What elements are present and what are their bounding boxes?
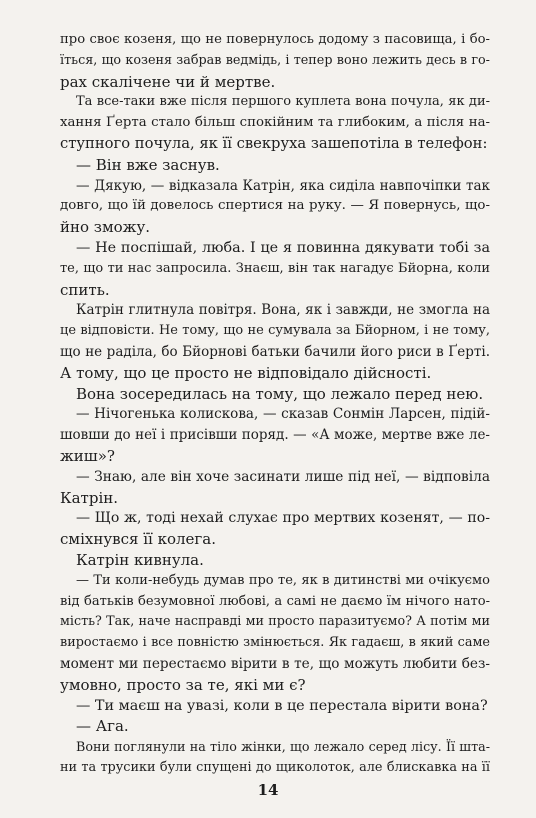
text-line: сміхнувся її колега. <box>60 530 216 549</box>
text-line: ступного почула, як її свекруха зашепотіла в телефон: <box>60 134 488 152</box>
text-line: мість? Так, наче насправді ми просто паразитуємо? А потім ми <box>60 614 490 630</box>
text-line: умовно, просто за те, які ми є? <box>60 675 306 694</box>
text-line: — Ти маєш на увазі, коли в це перестала вірити вона? <box>76 697 488 714</box>
text-line: виростаємо і все повністю змінюється. Як гадаєш, в який саме <box>60 635 490 651</box>
text-line: довго, що їй довелось спертися на руку. — Я повернусь, що- <box>60 198 490 214</box>
text-line: Катрін. <box>60 488 119 507</box>
text-line: — Нічогенька колискова, — сказав Сонмін Ларсен, підій- <box>76 406 490 423</box>
text-line: Катрін кивнула. <box>76 550 204 569</box>
text-line: спить. <box>60 280 110 299</box>
text-line: шовши до неї і присівши поряд. — «А може, мертве вже ле- <box>60 427 490 444</box>
text-line: що не раділа, бо Бйорнові батьки бачили його риси в Ґерті. <box>60 343 490 360</box>
text-line: — Що ж, тоді нехай слухає про мертвих козенят, — по- <box>76 510 490 527</box>
text-line: — Не поспішай, люба. І це я повинна дякувати тобі за <box>76 239 490 256</box>
text-line: йно зможу. <box>60 218 151 237</box>
text-line: Вона зосередилась на тому, що лежало перед нею. <box>76 384 484 403</box>
text-line: про своє козеня, що не повернулось додому з пасовища, і бо- <box>60 32 490 47</box>
text-line: ни та трусики були спущені до щиколоток, але блискавка на її <box>60 759 490 775</box>
text-line: Вони поглянули на тіло жінки, що лежало серед лісу. Її шта- <box>76 739 490 755</box>
text-line: рах скалічене чи й мертве. <box>60 72 276 91</box>
text-line: жиш»? <box>60 446 115 465</box>
text-line: те, що ти нас запросила. Знаєш, він так нагадує Бйорна, коли <box>60 260 490 276</box>
text-line: — Ти коли-небудь думав про те, як в дитинстві ми очікуємо <box>76 572 490 588</box>
text-line: — Дякую, — відказала Катрін, яка сиділа навпочіпки так <box>76 177 490 194</box>
text-line: — Він вже заснув. <box>76 155 220 174</box>
page-number: 14 <box>257 781 279 799</box>
text-line: їться, що козеня забрав ведмідь, і тепер воно лежить десь в го- <box>60 52 490 68</box>
text-line: момент ми перестаємо вірити в те, що можуть любити без- <box>60 655 490 672</box>
text-line: від батьків безумовної любові, а самі не даємо їм нічого нато- <box>60 593 490 609</box>
text-line: — Ага. <box>76 717 129 736</box>
text-line: — Знаю, але він хоче засинати лише під неї, — відповіла <box>76 468 490 485</box>
page-body <box>60 30 490 779</box>
text-line: Та все-таки вже після першого куплета вона почула, як ди- <box>76 94 490 110</box>
text-line: це відповісти. Не тому, що не сумувала за Бйорном, і не тому, <box>60 323 490 339</box>
text-line: Катрін глитнула повітря. Вона, як і завжди, не змогла на <box>76 302 490 319</box>
text-line: А тому, що це просто не відповідало дійсності. <box>60 363 432 382</box>
text-line: хання Ґерта стало більш спокійним та глибоким, а після на- <box>60 115 490 131</box>
